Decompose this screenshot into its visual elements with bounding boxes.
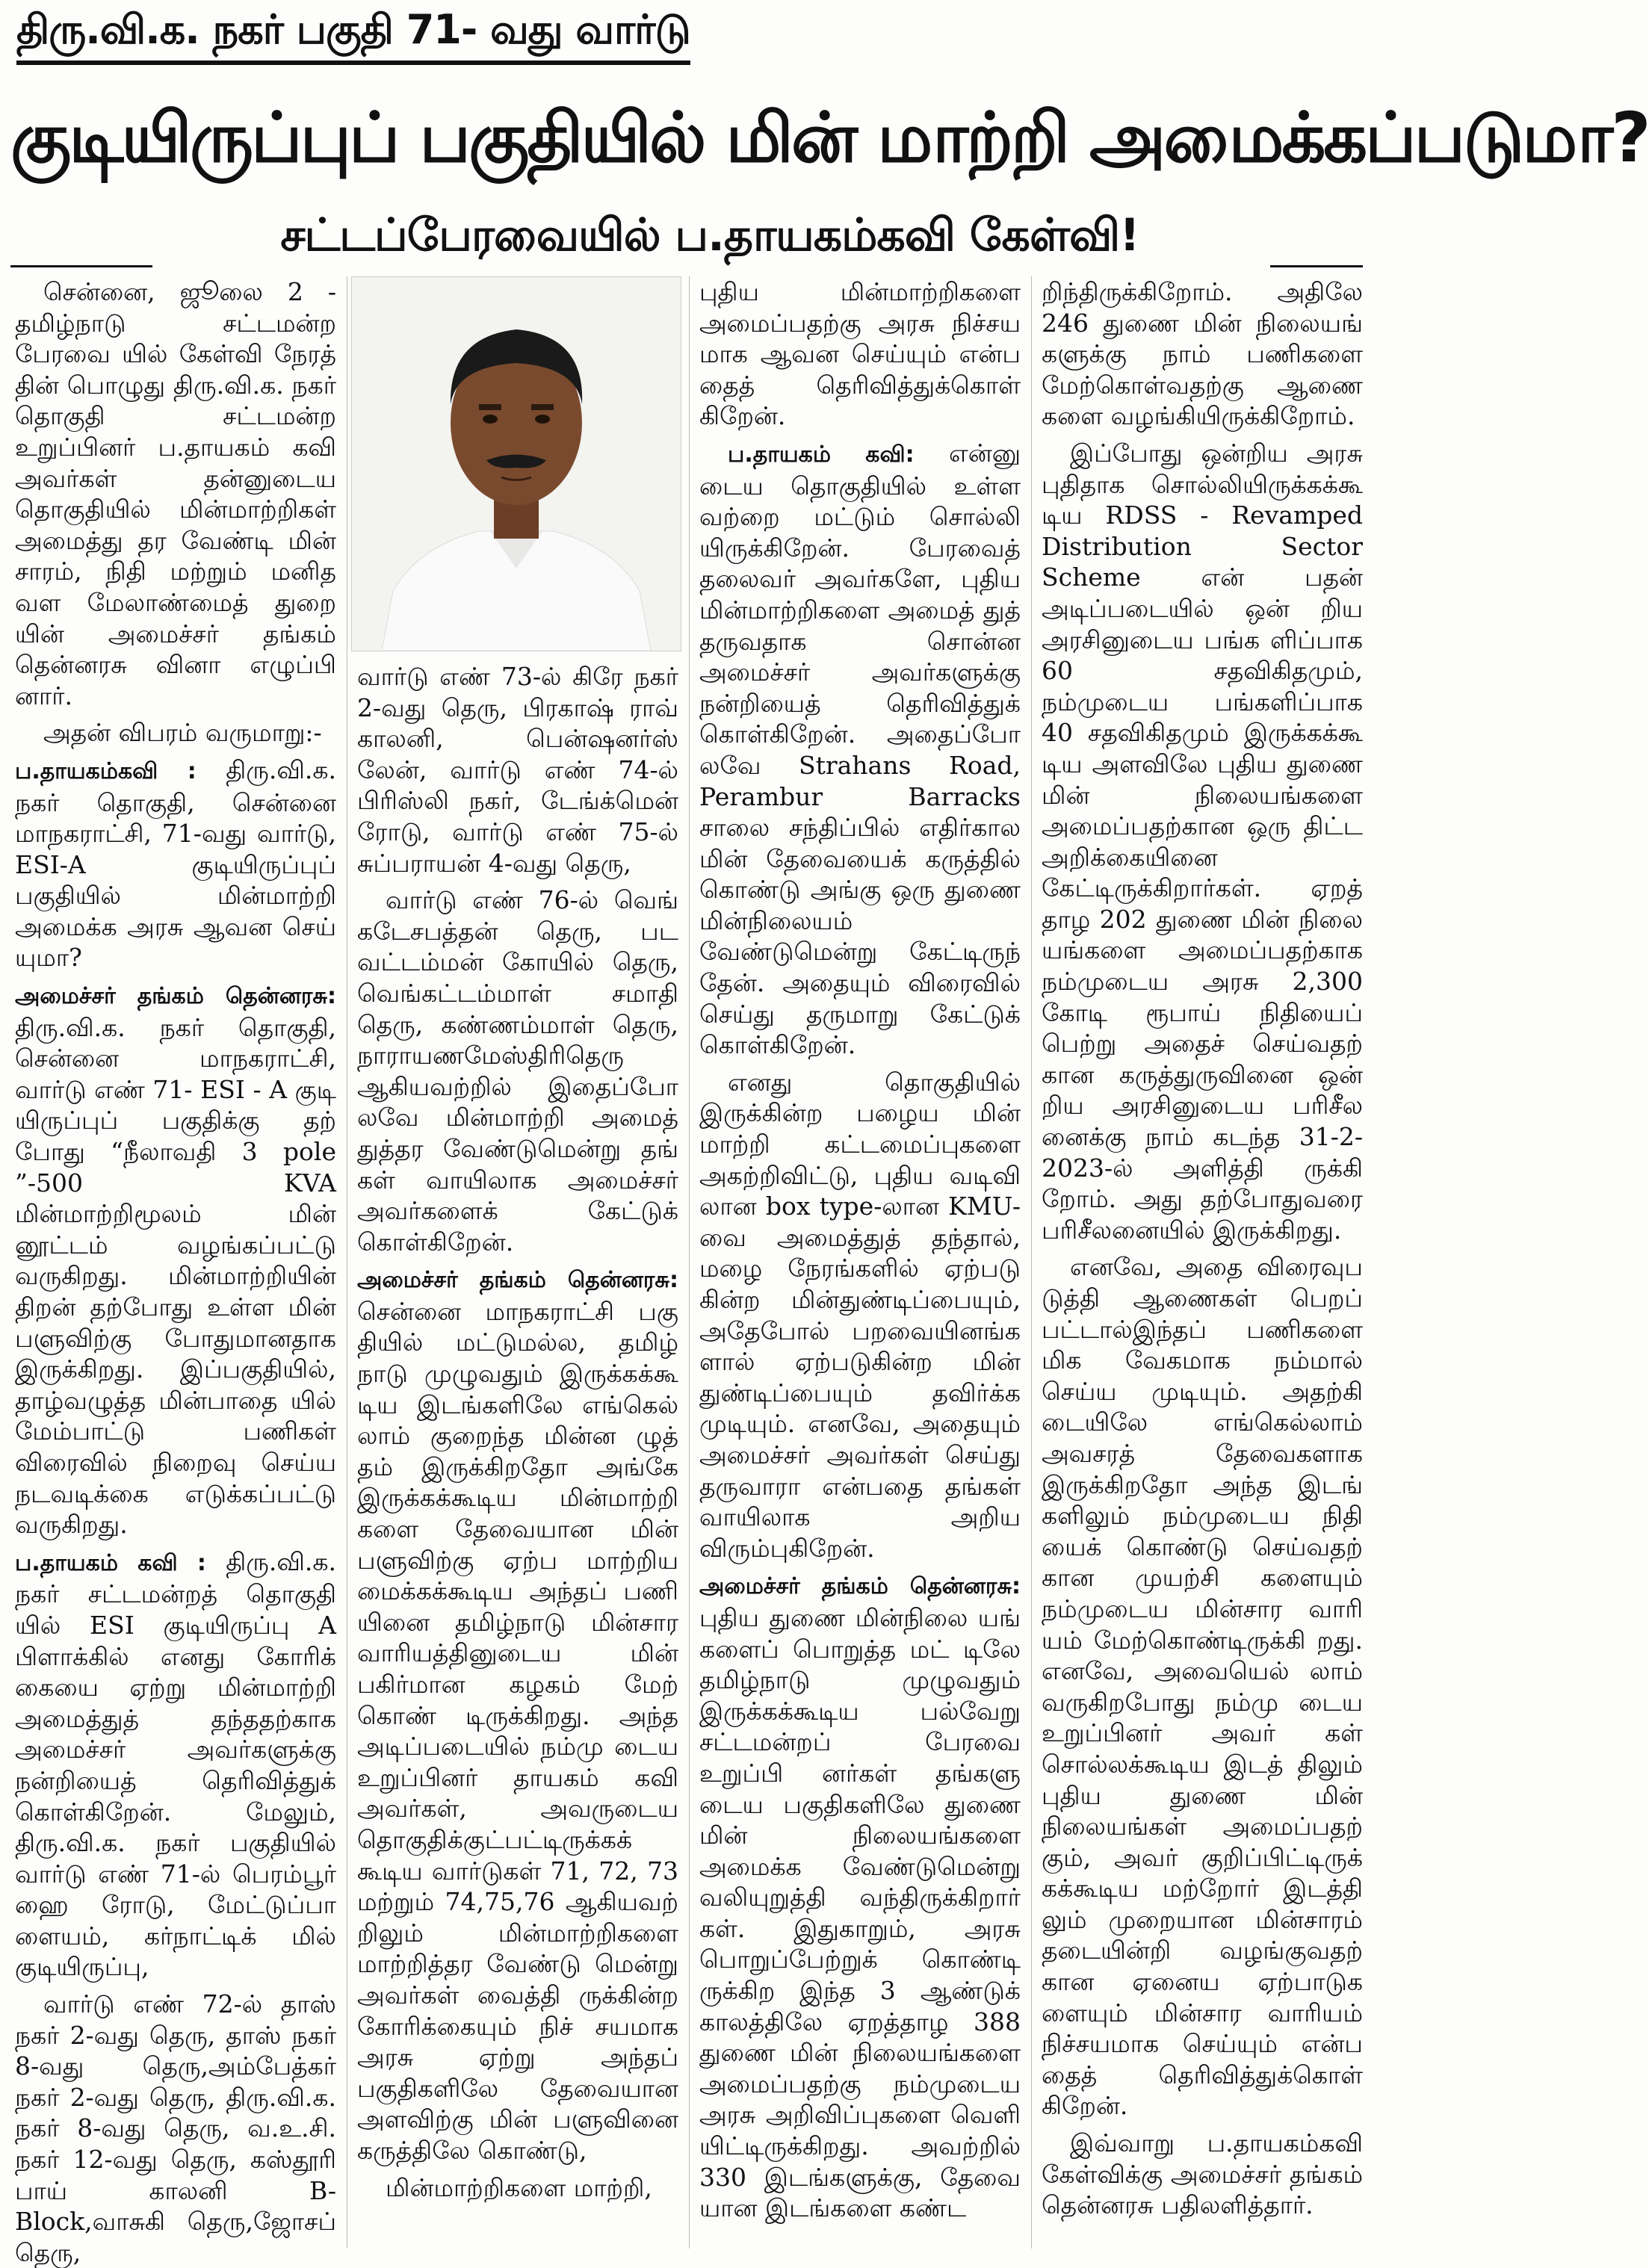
article-column-1	[15, 276, 336, 2267]
article-column-2	[357, 661, 678, 2256]
kicker: திரு.வி.க. நகர் பகுதி 71- வது வார்டு	[16, 6, 690, 65]
paragraph: எனவே, அதை விரைவுப டுத்தி ஆணைகள் பெறப் பட்டால்இந்தப் பணிகளை மிக வேகமாக நம்மால் செய்ய முடியும். அதற்கி டையிலே எங்கெல்லாம் அவசரத் தேவைகளாக இருக்கிறதோ அந்த இடங் களிலும் நம்முடைய நிதி யைக் கொண்டு செய்வதற் கான முயற்சி களையும் நம்முடைய மின்சார வாரி யம் மேற்கொண்டிருக்கி றது. எனவே, அவையெல் லாம் வருகிறபோது நம்மு டைய உறுப்பினர் அவர் கள் சொல்லக்கூடிய இடத் திலும் புதிய துணை மின் நிலையங்கள் அமைப்பதற் கும், அவர் குறிப்பிட்டிருக் கக்கூடிய மற்றோர் இடத்தி லும் முறையான மின்சாரம் தடையின்றி வழங்குவதற் கான ஏனைய ஏற்பாடுக ளையும் மின்சார வாரியம் நிச்சயமாக செய்யும் என்ப தைத் தெரிவித்துக்கொள் கிறேன்.	[1042, 1252, 1363, 2121]
subhead-rule-right	[1270, 265, 1363, 267]
column-divider-2	[689, 276, 690, 2249]
paragraph: சென்னை, ஜூலை 2 - தமிழ்நாடு சட்டமன்ற பேரவை யில் கேள்வி நேரத் தின் பொழுது திரு.வி.க. நகர் தொகுதி சட்டமன்ற உறுப்பினர் ப.தாயகம் கவி அவர்கள் தன்னுடைய தொகுதியில் மின்மாற்றிகள் அமைத்து தர வேண்டி மின் சாரம், நிதி மற்றும் மனித வள மேலாண்மைத் துறை யின் அமைச்சர் தங்கம் தென்னரசு வினா எழுப்பி னார்.	[15, 277, 336, 710]
paragraph: புதிய மின்மாற்றிகளை அமைப்பதற்கு அரசு நிச்சய மாக ஆவன செய்யும் என்ப தைத் தெரிவித்துக்கொள் கிறேன்.	[699, 277, 1021, 431]
subhead: சட்டப்பேரவையில் ப.தாயகம்கவி கேள்வி!	[280, 209, 1139, 261]
headline: குடியிருப்புப் பகுதியில் மின் மாற்றி அமைக்கப்படுமா?	[10, 98, 1649, 178]
paragraph: இவ்வாறு ப.தாயகம்கவி கேள்விக்கு அமைச்சர் தங்கம் தென்னரசு பதிலளித்தார்.	[1042, 2128, 1363, 2220]
paragraph: றிந்திருக்கிறோம். அதிலே 246 துணை மின் நிலையங் களுக்கு நாம் பணிகளை மேற்கொள்வதற்கு ஆணை களை வழங்கியிருக்கிறோம்.	[1042, 277, 1363, 431]
paragraph: அதன் விபரம் வருமாறு:-	[43, 718, 322, 748]
paragraph: ப.தாயகம் கவி : திரு.வி.க. நகர் சட்டமன்றத் தொகுதி யில் ESI குடியிருப்பு A பிளாக்கில் எனது கோரிக் கையை ஏற்று மின்மாற்றி அமைத்துத் தந்ததற்காக அமைச்சர் அவர்களுக்கு நன்றியைத் தெரிவித்துக் கொள்கிறேன். மேலும், திரு.வி.க. நகர் பகுதியில் வார்டு எண் 71-ல் பெரம்பூர் ஹை ரோடு, மேட்டுப்பா ளையம், கர்நாட்டிக் மில் குடியிருப்பு,	[15, 1546, 336, 1982]
paragraph: ப.தாயகம் கவி: என்னு டைய தொகுதியில் உள்ள வற்றை மட்டும் சொல்லி யிருக்கிறேன். பேரவைத் தலைவர் அவர்களே, புதிய மின்மாற்றிகளை அமைத் துத் தருவதாக சொன்ன அமைச்சர் அவர்களுக்கு நன்றியைத் தெரிவித்துக் கொள்கிறேன். அதைப்போ லவே Strahans Road, Perambur Barracks சாலை சந்திப்பில் எதிர்கால மின் தேவையைக் கருத்தில் கொண்டு அங்கு ஒரு துணை மின்நிலையம் வேண்டுமென்று கேட்டிருந் தேன். அதையும் விரைவில் செய்து தருமாறு கேட்டுக் கொள்கிறேன்.	[699, 438, 1021, 1060]
paragraph: அமைச்சர் தங்கம் தென்னரசு: திரு.வி.க. நகர் தொகுதி, சென்னை மாநகராட்சி, வார்டு எண் 71- ESI - A குடி யிருப்புப் பகுதிக்கு தற் போது “நீலாவதி 3 pole ”-500 KVA மின்மாற்றிமூலம் மின் னூட்டம் வழங்கப்பட்டு வருகிறது. மின்மாற்றியின் திறன் தற்போது உள்ள மின் பளுவிற்கு போதுமானதாக இருக்கிறது. இப்பகுதியில், தாழ்வழுத்த மின்பாதை யில் மேம்பாட்டு பணிகள் விரைவில் நிறைவு செய்ய நடவடிக்கை எடுக்கப்பட்டு வருகிறது.	[15, 983, 336, 1540]
paragraph: வார்டு எண் 76-ல் வெங் கடேசபத்தன் தெரு, பட வட்டம்மன் கோயில் தெரு, வெங்கட்டம்மாள் சமாதி தெரு, கண்ணம்மாள் தெரு, நாராயணமேஸ்திரிதெரு ஆகியவற்றில் இதைப்போ லவே மின்மாற்றி அமைத் துத்தர வேண்டுமென்று தங் கள் வாயிலாக அமைச்சர் அவர்களைக் கேட்டுக் கொள்கிறேன்.	[357, 885, 678, 1257]
subhead-rule-left	[10, 265, 152, 267]
paragraph: வார்டு எண் 72-ல் தாஸ் நகர் 2-வது தெரு, தாஸ் நகர் 8-வது தெரு,அம்பேத்கர் நகர் 2-வது தெரு, திரு.வி.க. நகர் 8-வது தெரு, வ.உ.சி. நகர் 12-வது தெரு, கஸ்தூரி பாய் காலனி B-Block,வாசுகி தெரு,ஜோசப் தெரு,	[15, 1989, 336, 2267]
column-divider-3	[1031, 276, 1032, 2249]
paragraph: அமைச்சர் தங்கம் தென்னரசு: புதிய துணை மின்நிலை யங் களைப் பொறுத்த மட் டிலே தமிழ்நாடு முழுவதும் இருக்கக்கூடிய பல்வேறு சட்டமன்றப் பேரவை உறுப்பி னர்கள் தங்களு டைய பகுதிகளிலே துணை மின் நிலையங்களை அமைக்க வேண்டுமென்று வலியுறுத்தி வந்திருக்கிறார் கள். இதுகாறும், அரசு பொறுப்பேற்றுக் கொண்டி ருக்கிற இந்த 3 ஆண்டுக் காலத்திலே ஏறத்தாழ 388 துணை மின் நிலையங்களை அமைப்பதற்கு நம்முடைய அரசு அறிவிப்புகளை வெளி யிட்டிருக்கிறது. அவற்றில் 330 இடங்களுக்கு, தேவை யான இடங்களை கண்ட	[699, 1573, 1021, 2223]
article-column-3	[699, 276, 1021, 2256]
paragraph: ப.தாயகம்கவி : திரு.வி.க. நகர் தொகுதி, சென்னை மாநகராட்சி, 71-வது வார்டு, ESI-A குடியிருப்புப் பகுதியில் மின்மாற்றி அமைக்க அரசு ஆவன செய் யுமா?	[15, 755, 336, 973]
portrait-image	[352, 277, 681, 651]
paragraph: வார்டு எண் 73-ல் கிரே நகர் 2-வது தெரு, பிரகாஷ் ராவ் காலனி, பென்ஷனர்ஸ் லேன், வார்டு எண் 74-ல் பிரிஸ்லி நகர், டேங்க்மென் ரோடு, வார்டு எண் 75-ல் சுப்பராயன் 4-வது தெரு,	[357, 662, 678, 878]
article-column-4	[1042, 276, 1363, 2256]
paragraph: அமைச்சர் தங்கம் தென்னரசு: சென்னை மாநகராட்சி பகு தியில் மட்டுமல்ல, தமிழ் நாடு முழுவதும் இருக்கக்கூ டிய இடங்களிலே எங்கெல் லாம் குறைந்த மின்ன ழுத் தம் இருக்கிறதோ அங்கே இருக்கக்கூடிய மின்மாற்றி களை தேவையான மின் பளுவிற்கு ஏற்ப மாற்றிய மைக்கக்கூடிய அந்தப் பணி யினை தமிழ்நாடு மின்சார வாரியத்தினுடைய மின் பகிர்மான கழகம் மேற் கொண் டிருக்கிறது. அந்த அடிப்படையில் நம்மு டைய உறுப்பினர் தாயகம் கவி அவர்கள், அவருடைய தொகுதிக்குட்பட்டிருக்கக் கூடிய வார்டுகள் 71, 72, 73 மற்றும் 74,75,76 ஆகியவற் றிலும் மின்மாற்றிகளை மாற்றித்தர வேண்டு மென்று அவர்கள் வைத்தி ருக்கின்ற கோரிக்கையும் நிச் சயமாக அரசு ஏற்று அந்தப் பகுதிகளிலே தேவையான அளவிற்கு மின் பளுவினை கருத்திலே கொண்டு,	[357, 1267, 678, 2165]
portrait-photo	[351, 276, 681, 651]
paragraph: இப்போது ஒன்றிய அரசு புதிதாக சொல்லியிருக்கக்கூ டிய RDSS - Revamped Distribution Sector Scheme என் பதன் அடிப்படையில் ஒன் றிய அரசினுடைய பங்க ளிப்பாக 60 சதவிகிதமும், நம்முடைய பங்களிப்பாக 40 சதவிகிதமும் இருக்கக்கூ டிய அளவிலே புதிய துணை மின் நிலையங்களை அமைப்பதற்கான ஒரு திட்ட அறிக்கையினை கேட்டிருக்கிறார்கள். ஏறத் தாழ 202 துணை மின் நிலை யங்களை அமைப்பதற்காக நம்முடைய அரசு 2,300 கோடி ரூபாய் நிதியைப் பெற்று அதைச் செய்வதற் கான கருத்துருவினை ஒன் றிய அரசினுடைய பரிசீல னைக்கு நாம் கடந்த 31-2-2023-ல் அளித்தி ருக்கி றோம். அது தற்போதுவரை பரிசீலனையில் இருக்கிறது.	[1042, 438, 1363, 1245]
paragraph: எனது தொகுதியில் இருக்கின்ற பழைய மின் மாற்றி கட்டமைப்புகளை அகற்றிவிட்டு, புதிய வடிவி லான box type-லான KMU- வை அமைத்துத் தந்தால், மழை நேரங்களில் ஏற்படு கின்ற மின்துண்டிப்பையும், அதேபோல் பறவையினங்க ளால் ஏற்படுகின்ற மின் துண்டிப்பையும் தவிர்க்க முடியும். எனவே, அதையும் அமைச்சர் அவர்கள் செய்து தருவாரா என்பதை தங்கள் வாயிலாக அறிய விரும்புகிறேன்.	[699, 1067, 1021, 1563]
paragraph: மின்மாற்றிகளை மாற்றி,	[386, 2172, 652, 2202]
